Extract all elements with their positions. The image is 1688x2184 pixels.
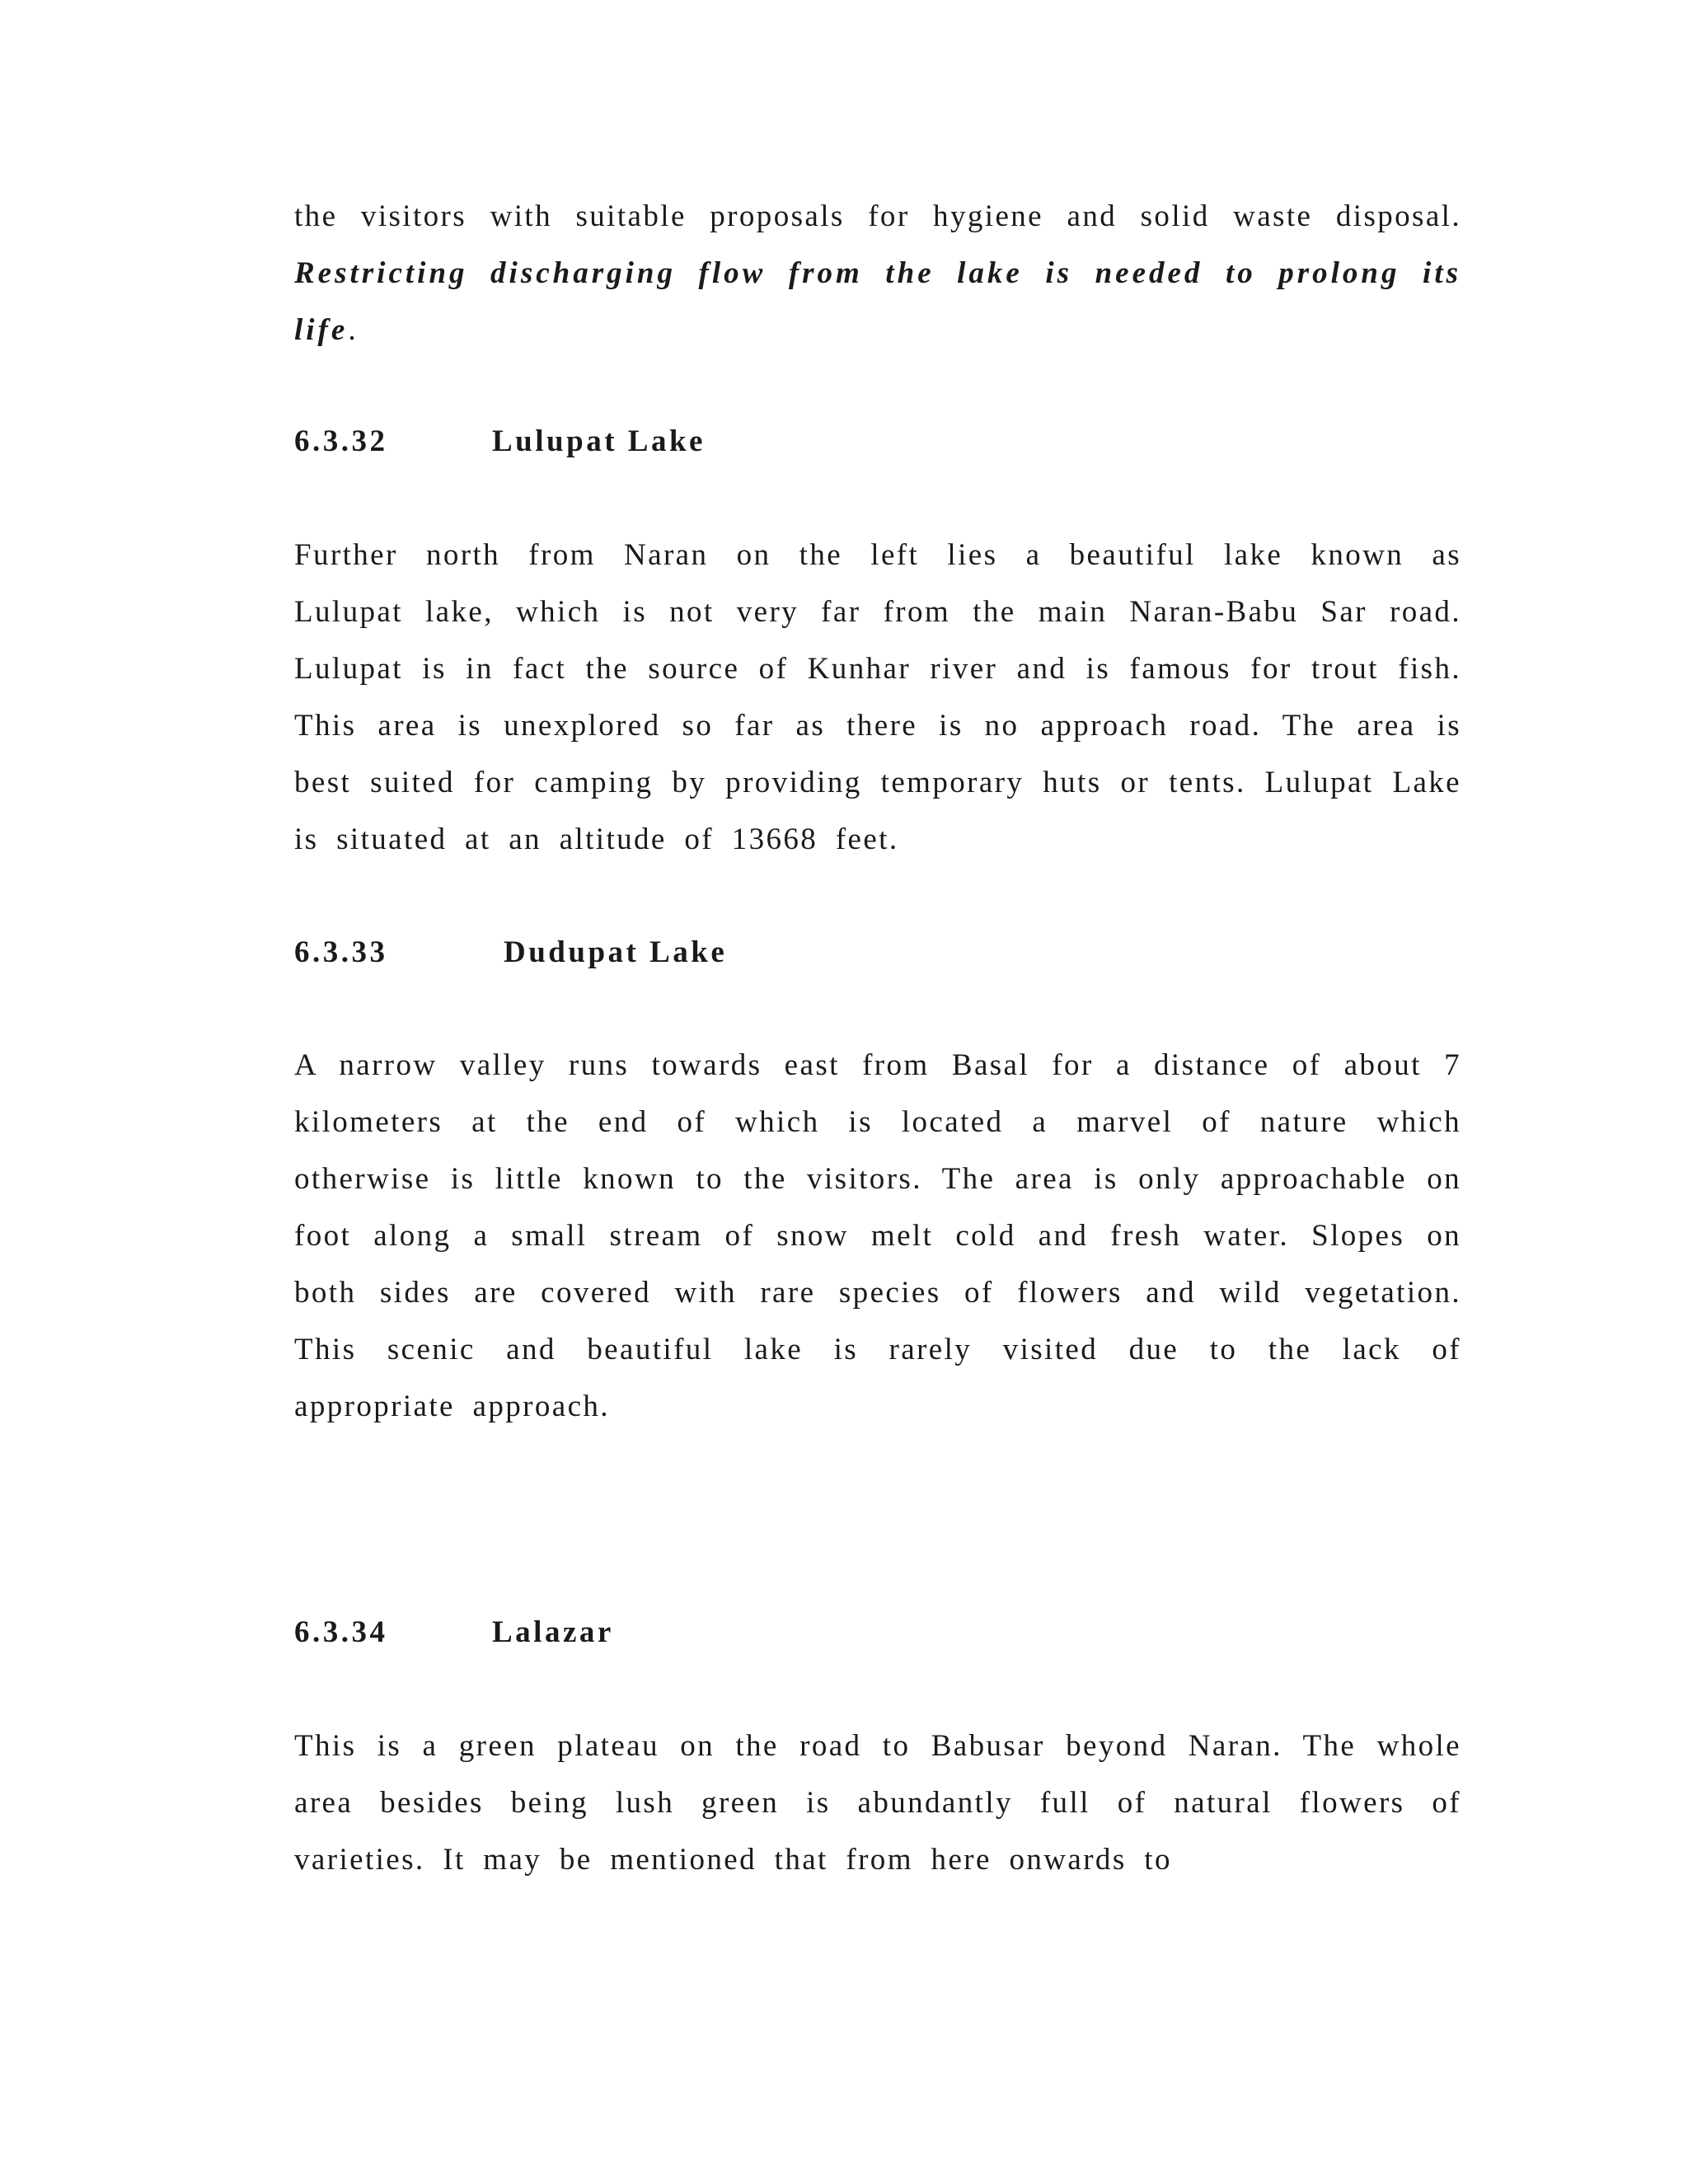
- section-title: Lalazar: [492, 1615, 614, 1649]
- section-number: 6.3.34: [294, 1615, 388, 1649]
- section-number: 6.3.33: [294, 935, 388, 969]
- section-title: Dudupat Lake: [504, 935, 728, 969]
- section-number: 6.3.32: [294, 424, 388, 458]
- section-title: Lulupat Lake: [492, 424, 706, 458]
- intro-paragraph: [294, 188, 1461, 359]
- section-body-dudupat: A narrow valley runs towards east from Basal for a distance of about 7 kilometers at the end of which is located a marvel of nature which otherwise is little known to the visitors. The area is only approachable on foot along a small stream of snow melt cold and fresh water. Slopes on both sides are covered with rare species of flowers and wild vegetation. This scenic and beautiful lake is rarely visited due to the lack of appropriate approach.: [294, 1048, 1461, 1423]
- intro-text: the visitors with suitable proposals for hygiene and solid waste disposal.: [294, 199, 1461, 233]
- section-heading-lulupat: [294, 413, 1461, 470]
- section-body-lulupat: Further north from Naran on the left lies a beautiful lake known as Lulupat lake, which is not very far from the main Naran-Babu Sar road. Lulupat is in fact the source of Kunhar river and is famous for trout fish. This area is unexplored so far as there is no approach road. The area is best suited for camping by providing temporary huts or tents. Lulupat Lake is situated at an altitude of 13668 feet.: [294, 538, 1461, 856]
- section-heading-lalazar: [294, 1604, 1461, 1661]
- intro-end: .: [348, 313, 358, 347]
- section-heading-dudupat: [294, 924, 1461, 981]
- intro-emphasis: Restricting discharging flow from the lake is needed to prolong its life: [294, 256, 1461, 347]
- section-body-lalazar: This is a green plateau on the road to Babusar beyond Naran. The whole area besides being lush green is abundantly full of natural flowers of varieties. It may be mentioned that from here onwards to: [294, 1729, 1461, 1877]
